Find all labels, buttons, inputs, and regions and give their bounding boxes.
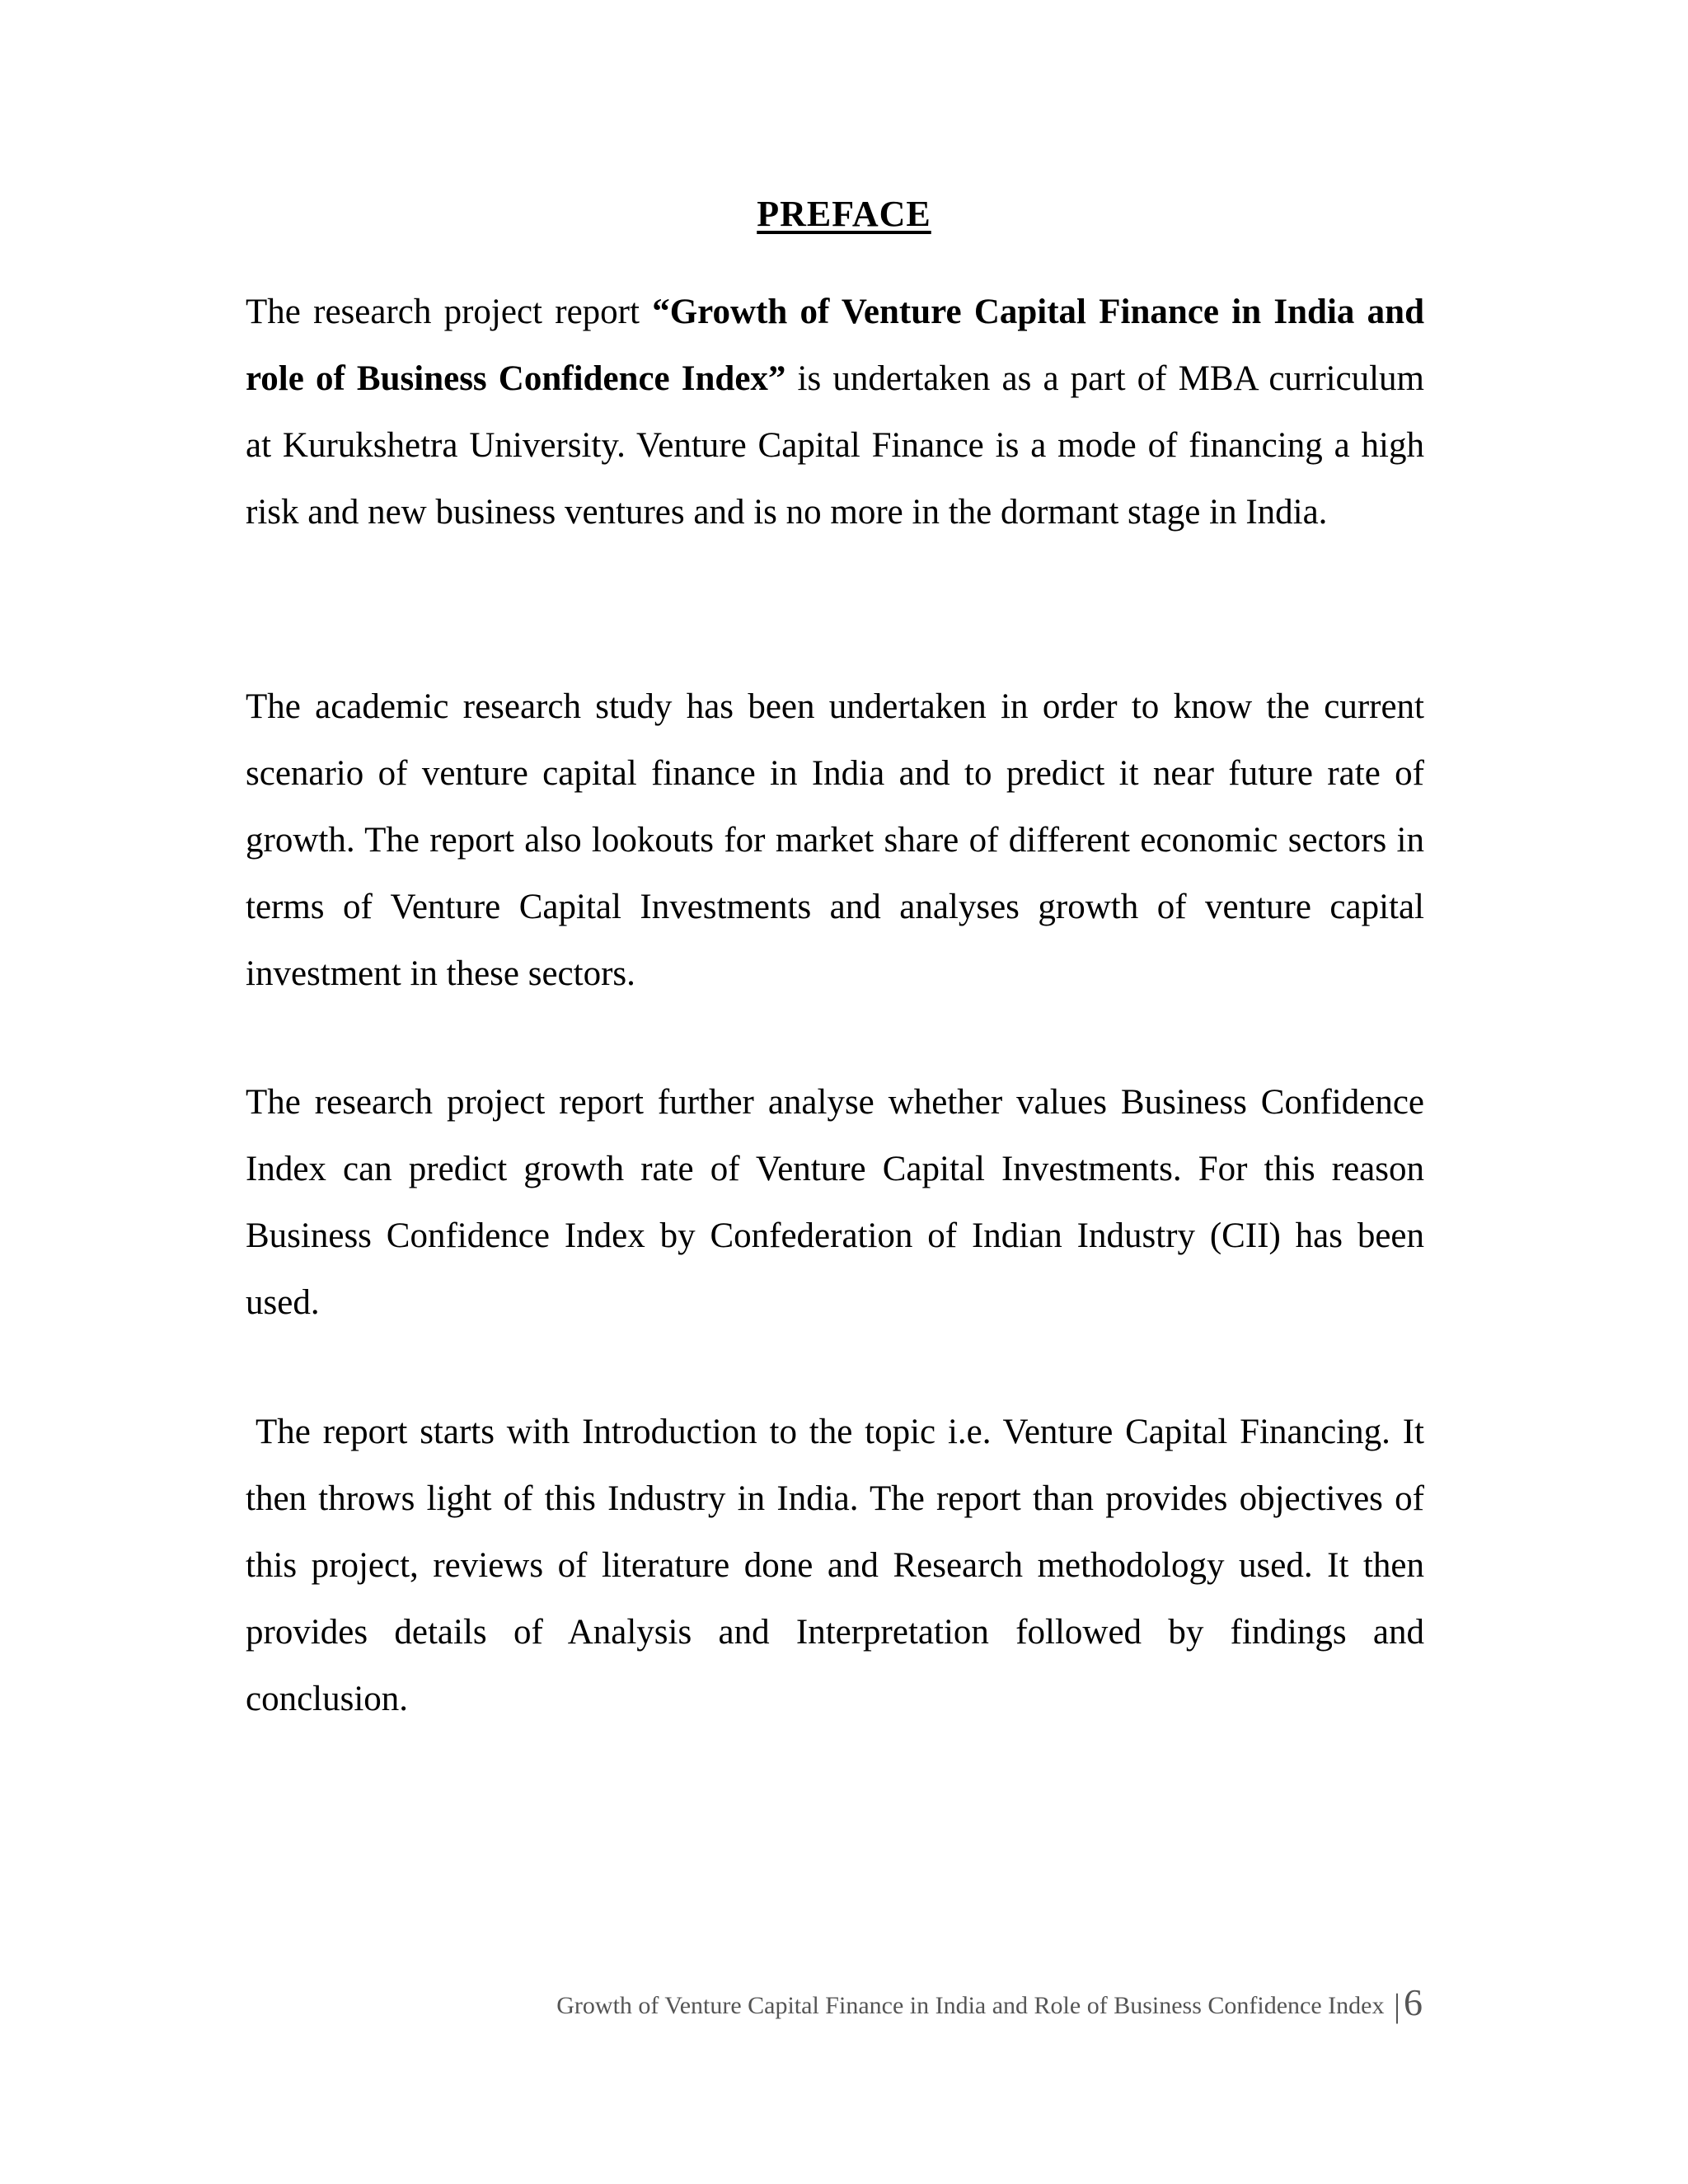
paragraph-4: The report starts with Introduction to the topic i.e. Venture Capital Financing. It then throws light of this Industry in India. The report than provides objectives of this project, reviews of literature done and Research methodology used. It then provides details of Analysis and Interpretation followed by findings and conclusion. [246,1413,1424,1718]
paragraph-1-intro: The research project report [246,293,653,331]
report-title: “Growth of Venture Capital Finance in India and role of Business Confidence Index” [246,293,1424,398]
paragraph-1-rest: is undertaken as a part of MBA curriculum at Kurukshetra University. Venture Capital Finance is a mode of financing a high risk and new business ventures and is no more in the dormant stage in India. [246,359,1424,532]
paragraph-1 [246,279,1424,546]
footer-title: Growth of Venture Capital Finance in India and Role of Business Confidence Index [556,1992,1385,2019]
footer-separator: | [1393,1987,1400,2024]
paragraph-3: The research project report further analyse whether values Business Confidence Index can predict growth rate of Venture Capital Investments. For this reason Business Confidence Index by Confederation of Indian Industry (CII) has been used. [246,1083,1424,1322]
paragraph-2: The academic research study has been undertaken in order to know the current scenario of venture capital finance in India and to predict it near future rate of growth. The report also lookouts for market share of different economic sectors in terms of Venture Capital Investments and analyses growth of venture capital investment in these sectors. [246,687,1424,993]
page-footer [556,1978,1423,2031]
page-heading: PREFACE [757,194,931,234]
page-number: 6 [1404,1981,1423,2023]
